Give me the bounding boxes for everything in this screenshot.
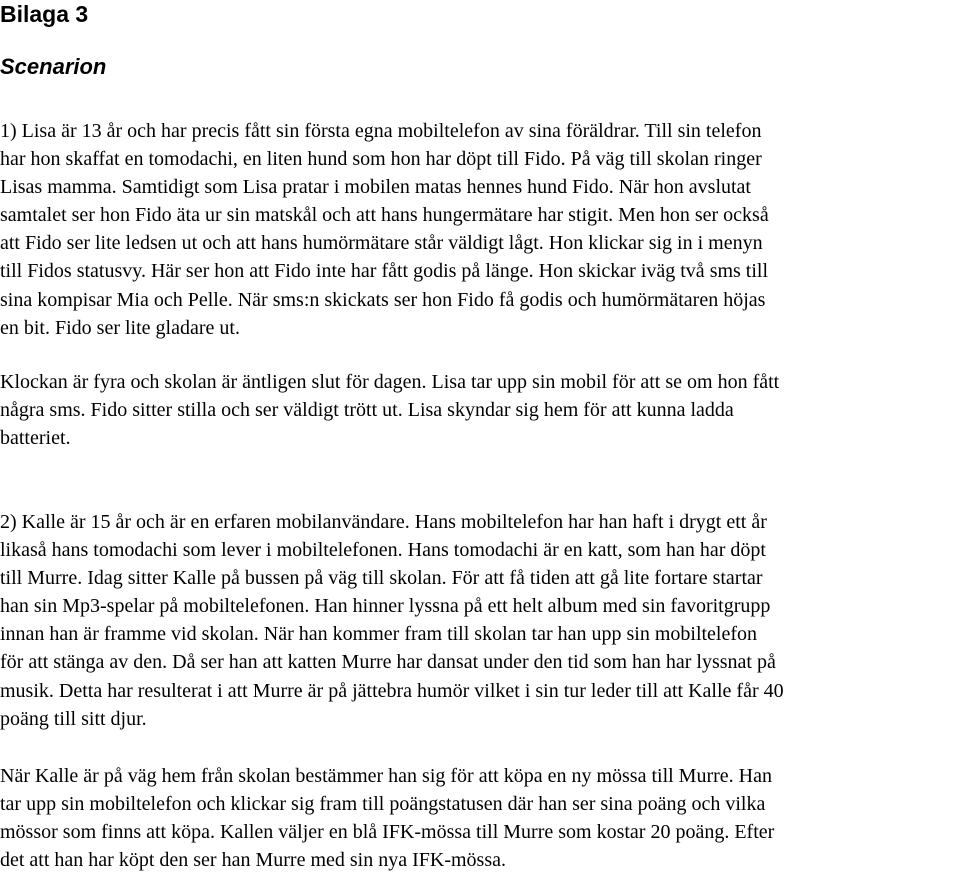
text-line: en bit. Fido ser lite gladare ut. <box>0 316 240 339</box>
text-line: När Kalle är på väg hem från skolan bestämmer han sig för att köpa en ny mössa till Murre. Han <box>0 765 772 787</box>
text-line: han sin Mp3-spelar på mobiltelefonen. Han hinner lyssna på ett helt album med sin favoritgrupp <box>0 595 771 618</box>
text-line: Klockan är fyra och skolan är äntligen slut för dagen. Lisa tar upp sin mobil för att se om hon fått <box>0 371 780 393</box>
scenario-1-continuation-paragraph <box>0 368 958 452</box>
text-line: samtalet ser hon Fido äta ur sin matskål och att hans hungermätare har stigit. Men hon ser också <box>0 204 769 227</box>
text-line: till Murre. Idag sitter Kalle på bussen på väg till skolan. För att få tiden att gå lite fortare startar <box>0 567 763 590</box>
text-line: det att han har köpt den ser han Murre med sin nya IFK-mössa. <box>0 849 506 872</box>
text-line: mössor som finns att köpa. Kallen väljer en blå IFK-mössa till Murre som kostar 20 poäng. Efter <box>0 821 775 844</box>
text-line: för att stänga av den. Då ser han att katten Murre har dansat under den tid som han har lyssnat på <box>0 651 776 674</box>
text-line: musik. Detta har resulterat i att Murre är på jättebra humör vilket i sin tur leder till att Kalle får 40 <box>0 679 784 702</box>
text-line: tar upp sin mobiltelefon och klickar sig fram till poängstatusen där han ser sina poäng och vilka <box>0 793 766 816</box>
text-line: sina kompisar Mia och Pelle. När sms:n skickats ser hon Fido få godis och humörmätaren höjas <box>0 288 766 311</box>
text-line: har hon skaffat en tomodachi, en liten hund som hon har döpt till Fido. På väg till skolan ringer <box>0 148 762 171</box>
text-line: innan han är framme vid skolan. När han kommer fram till skolan tar han upp sin mobiltelefon <box>0 623 758 646</box>
scenario-2-continuation-paragraph <box>0 762 958 874</box>
text-line: poäng till sitt djur. <box>0 707 147 730</box>
scenario-1-paragraph <box>0 117 958 342</box>
text-line: några sms. Fido sitter stilla och ser väldigt trött ut. Lisa skyndar sig hem för att kunna ladda <box>0 399 734 422</box>
text-line: batteriet. <box>0 427 71 450</box>
text-line: 2) Kalle är 15 år och är en erfaren mobilanvändare. Hans mobiltelefon har han haft i drygt ett år <box>0 511 767 533</box>
page-title: Bilaga 3 <box>0 1 89 27</box>
text-line: 1) Lisa är 13 år och har precis fått sin första egna mobiltelefon av sina föräldrar. Till sin telefon <box>0 120 762 142</box>
scenario-2-paragraph <box>0 508 958 733</box>
text-line: att Fido ser lite ledsen ut och att hans humörmätare står väldigt lågt. Hon klickar sig in i menyn <box>0 232 763 255</box>
section-heading: Scenarion <box>0 54 107 79</box>
text-line: till Fidos statusvy. Här ser hon att Fido inte har fått godis på länge. Hon skickar iväg två sms till <box>0 260 769 283</box>
text-line: Lisas mamma. Samtidigt som Lisa pratar i mobilen matas hennes hund Fido. När hon avslutat <box>0 176 751 199</box>
text-line: likaså hans tomodachi som lever i mobiltelefonen. Hans tomodachi är en katt, som han har döpt <box>0 539 766 562</box>
